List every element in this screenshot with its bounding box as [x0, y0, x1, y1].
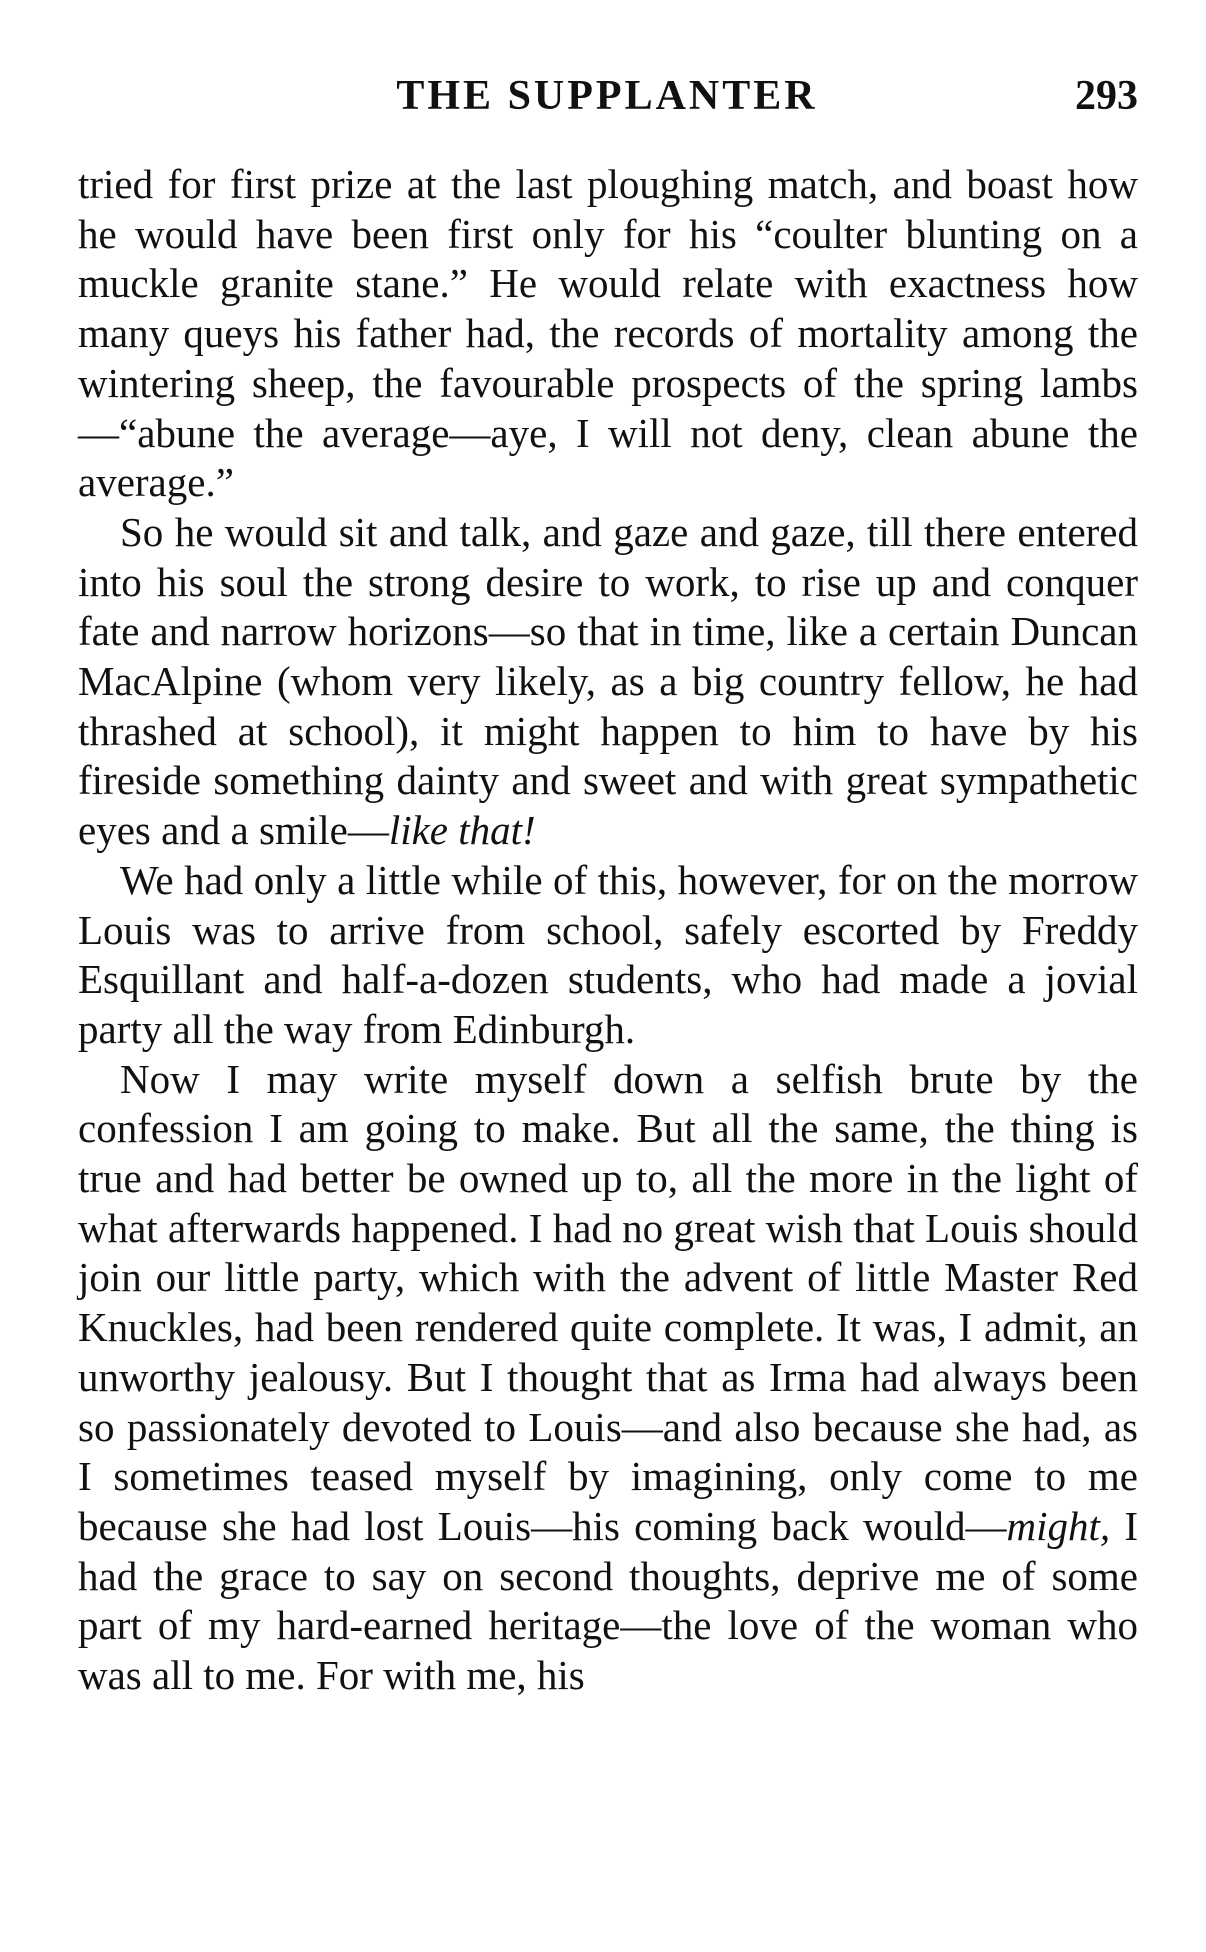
page-number: 293	[1075, 73, 1138, 119]
running-head	[76, 66, 1138, 126]
paragraph-text: tried for first prize at the last ploughing match, and boast how he would have been first only for his “coulter blunting on a muckle granite stane.” He would relate with exactness how many queys his father had, the records of mortality among the wintering sheep, the favourable prospects of the spring lambs —“abune the average—aye, I will not deny, clean abune the average.”	[78, 161, 1138, 506]
paragraph-text: We had only a little while of this, however, for on the morrow Louis was to arrive from school, safely escorted by Freddy Esquillant and half-a-dozen students, who had made a jovial party all the way from Edinburgh.	[78, 856, 1138, 1052]
paragraph-text: I had the grace to say on second thoughts, deprive me of some part of my hard-earned heritage—the love of the woman who was all to me. For with me, his	[78, 1502, 1138, 1699]
italic-emphasis: like that!	[388, 807, 536, 854]
italic-emphasis: might,	[1006, 1502, 1111, 1549]
paragraph-text: Now I may write myself down a selfish brute by the confession I am going to make. But all the same, the thing is true and had better be owned up to, all the more in the light of what afterwards happened. I had no great wish that Louis should join our little party, which with the advent of little Master Red Knuckles, had been rendered quite complete. It was, I admit, an unworthy jealousy. But I thought that as Irma had always been so passionately devoted to Louis—and also because she had, as I sometimes teased myself by imagining, only come to me because she had lost Louis—his coming back would—	[78, 1055, 1139, 1549]
body-text	[78, 160, 1138, 1701]
paragraph-text: So he would sit and talk, and gaze and gaze, till there entered into his soul the strong desire to work, to rise up and conquer fate and narrow horizons—so that in time, like a certain Duncan MacAlpine (whom very likely, as a big country fellow, he had thrashed at school), it might happen to him to have by his fireside something dainty and sweet and with great sympathetic eyes and a smile—	[78, 508, 1138, 854]
running-title: THE SUPPLANTER	[396, 73, 818, 119]
paragraph-continued	[78, 160, 1138, 508]
paragraph	[78, 1055, 1138, 1701]
paragraph	[78, 508, 1138, 856]
paragraph	[78, 856, 1138, 1055]
